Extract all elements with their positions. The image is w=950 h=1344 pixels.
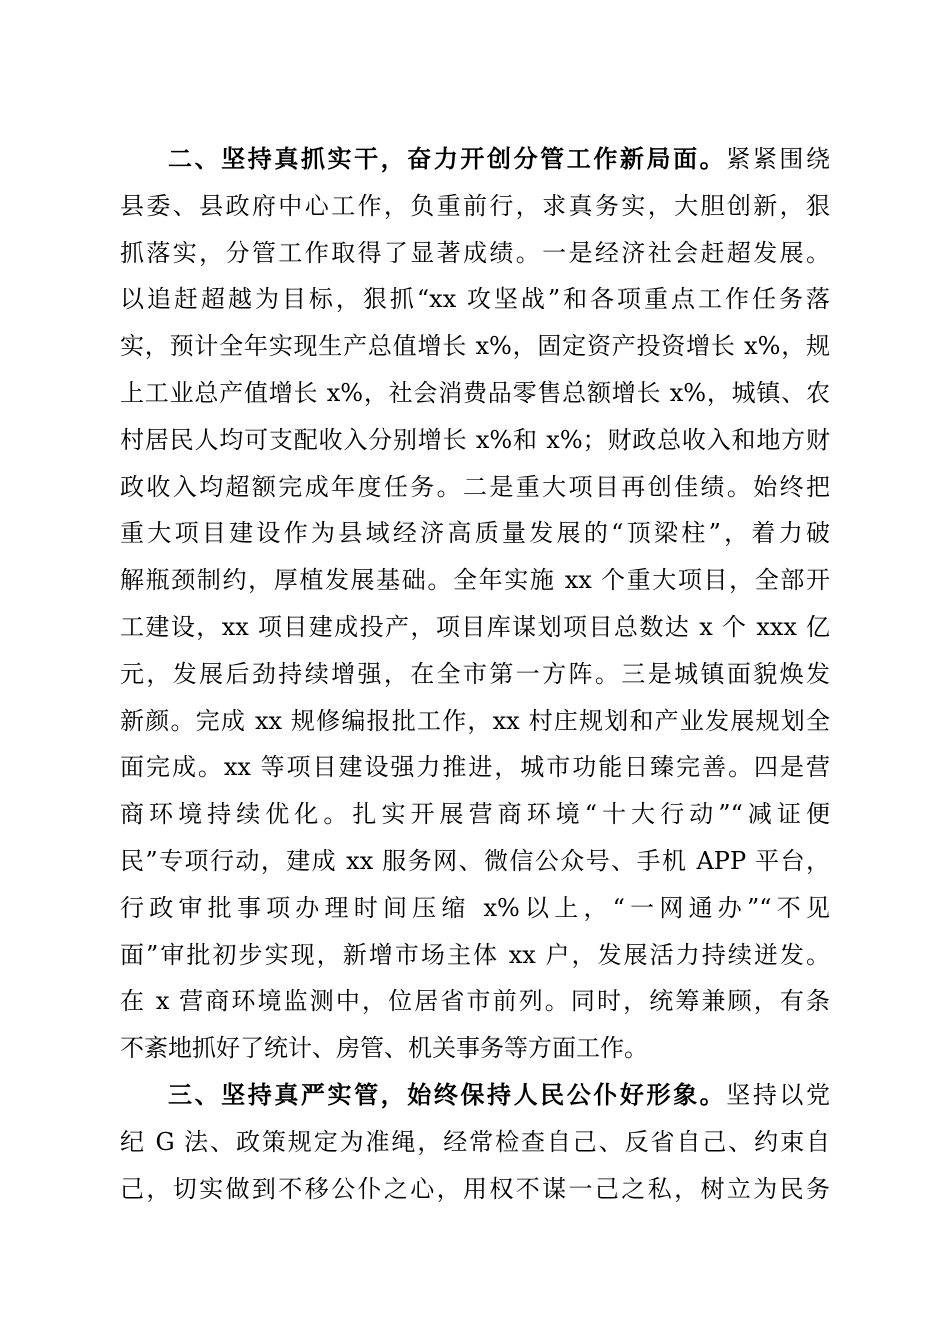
paragraph-text: 紧紧围绕 — [726, 145, 830, 173]
paragraph-text: 坚持以党 — [726, 1080, 830, 1109]
section-heading-3: 三、坚持真严实管，始终保持人民公仆好形象。 — [168, 1080, 727, 1109]
paragraph-line: 实，预计全年实现生产总值增长 x%，固定资产投资增长 x%，规 — [120, 332, 830, 361]
paragraph-line: 上工业总产值增长 x%，社会消费品零售总额增长 x%，城镇、农 — [120, 378, 830, 407]
paragraph-line: 面完成。xx 等项目建设强力推进，城市功能日臻完善。四是营 — [120, 753, 830, 782]
paragraph-line: 村居民人均可支配收入分别增长 x%和 x%；财政总收入和地方财 — [120, 425, 830, 454]
paragraph-line: 工建设，xx 项目建成投产，项目库谋划项目总数达 x 个 xxx 亿 — [120, 612, 830, 641]
paragraph-line: 县委、县政府中心工作，负重前行，求真务实，大胆创新，狠 — [120, 191, 830, 220]
document-body — [120, 136, 830, 1212]
section-heading-2: 二、坚持真抓实干，奋力开创分管工作新局面。 — [168, 145, 727, 173]
paragraph-line: 民”专项行动，建成 xx 服务网、微信公众号、手机 APP 平台， — [120, 846, 830, 875]
paragraph-line: 行政审批事项办理时间压缩 x%以上，“一网通办”“不见 — [120, 893, 830, 922]
paragraph-line: 政收入均超额完成年度任务。二是重大项目再创佳绩。始终把 — [120, 472, 830, 501]
paragraph-line — [120, 1072, 830, 1119]
paragraph-line — [120, 136, 830, 183]
paragraph-line: 商环境持续优化。扎实开展营商环境“十大行动”“减证便 — [120, 800, 830, 829]
paragraph-line: 面”审批初步实现，新增市场主体 xx 户，发展活力持续迸发。 — [120, 940, 830, 969]
paragraph-line: 己，切实做到不移公仆之心，用权不谋一己之私，树立为民务 — [120, 1174, 830, 1203]
paragraph-line: 新颜。完成 xx 规修编报批工作，xx 村庄规划和产业发展规划全 — [120, 706, 830, 735]
paragraph-line: 在 x 营商环境监测中，位居省市前列。同时，统筹兼顾，有条 — [120, 987, 830, 1016]
paragraph-line: 重大项目建设作为县域经济高质量发展的“顶梁柱”，着力破 — [120, 519, 830, 548]
paragraph-line: 元，发展后劲持续增强，在全市第一方阵。三是城镇面貌焕发 — [120, 659, 830, 688]
paragraph-line: 抓落实，分管工作取得了显著成绩。一是经济社会赶超发展。 — [120, 238, 830, 267]
paragraph-line: 以追赶超越为目标，狠抓“xx 攻坚战”和各项重点工作任务落 — [120, 285, 830, 314]
paragraph-line: 不紊地抓好了统计、房管、机关事务等方面工作。 — [120, 1034, 648, 1063]
paragraph-line: 解瓶颈制约，厚植发展基础。全年实施 xx 个重大项目，全部开 — [120, 566, 830, 595]
paragraph-line: 纪 G 法、政策规定为准绳，经常检查自己、反省自己、约束自 — [120, 1127, 830, 1156]
